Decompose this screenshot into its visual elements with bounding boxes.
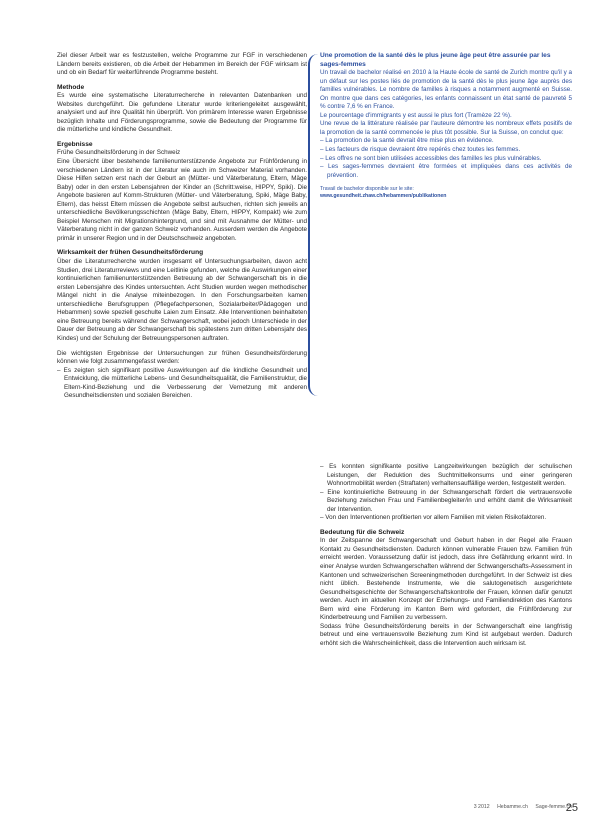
footer-title: Hebamme.ch — [497, 804, 528, 810]
right-bullet-item: – Es konnten signifikante positive Langzeitwirkungen bezüglich der schulischen Leistungen, der Reduktion des Suchtmittelkonsums und einer geringeren Wohnortmobilität werden (Straftaten) verhaltensauffällige werden, festgestellt werden. — [320, 463, 572, 488]
box-paragraph-1: Un travail de bachelor réalisé en 2010 à la Haute école de santé de Zurich montre qu'il y a un défaut sur les postes liés de promotion de la santé dès le plus jeune âge auprès des familles vulnérables. Le nombre de familles à risques a notamment augmenté en Suisse. On montre que dans ces catégories, les enfants connaissent un état santé de pauvreté 5 % contre 7,6 % en France. — [320, 69, 572, 111]
ergebnisse-heading: Ergebnisse — [57, 140, 93, 148]
box-bullet-item: – Les sages-femmes devraient être formées et impliquées dans ces activités de prévention. — [320, 163, 572, 179]
right-bullet-list — [320, 463, 572, 523]
right-column — [320, 463, 572, 654]
bedeutung-paragraph: In der Zeitspanne der Schwangerschaft und Geburt haben in der Regel alle Frauen Kontakt zu Gesundheitsdiensten. Dadurch können vulnerable Frauen bzw. Familien früh erreicht werden. Voraussetzung dafür ist jedoch, dass ihre Gefährdung erkannt wird. In einer Analyse wurden Schwangerschaften während der Schwangerschafts-Assessment in Kantonen und schweizerischen Screeningmethoden durchgeführt. In der Schweiz ist dies nicht üblich. Bestehende Instrumente, wie die salutogenetisch ausgerichtete Gesundheitsgeschichte der Schwangerschaftskontrolle der Frauen, können dafür genutzt werden. Auch im aktuellen Konzept der Erziehungs- und Familiendirektion des Kantons Bern wird eine Förderung im Kanton Bern wird gefordert, die Frühförderung zur Kinderbetreuung und Familien zu verbessern. — [320, 537, 572, 622]
page-footer — [468, 804, 572, 810]
box-source — [320, 186, 572, 200]
methode-heading: Methode — [57, 83, 85, 91]
footer-issue: 3 2012 — [473, 804, 490, 810]
ergebnisse-subheading: Frühe Gesundheitsförderung in der Schweiz — [57, 149, 181, 157]
bedeutung-heading: Bedeutung für die Schweiz — [320, 528, 405, 536]
box-source-link[interactable]: www.gesundheit.zhaw.ch/hebammen/publikationen — [320, 193, 447, 200]
ergebnisse-paragraph: Eine Übersicht über bestehende familienunterstützende Angebote zur Frühförderung in verschiedenen Ländern ist in der Literatur wie auch im Schweizer Material vorhanden. Diese Hilfen setzen erst nach der Geburt an (Mütter- und Väterberatung, Eltern, Mäge Baby) oder in den ersten Lebensjahren der Kinder an (Schritt:weise, HIPPY, Spiki). Die Angebote basieren auf Komm-Strukturen (Mütter- und Väterberatung, Spiki, Mäge Baby, Eltern), das heisst Eltern müssen die Angebote selbst aufsuchen, richten sich jeweils an unterschiedliche Bevölkerungsschichten (Mäge Baby, Eltern, HIPPY, Kompakt) wie zum Beispiel Menschen mit Migrationshintergrund, und sind mit Ausnahme der Mütter- und Väterberatung nicht in der ganzen Schweiz vorhanden. Ausserdem werden die Angebote primär in unserer Region und in der Deutschschweiz angeboten. — [57, 158, 307, 242]
bedeutung-paragraph-2: Sodass frühe Gesundheitsförderung bereits in der Schwangerschaft eine langfristig betreut und eine vertrauensvolle Beziehung zum Kind ist aufgebaut werden. Dadurch erhöht sich die Wahrscheinlichkeit, dass die Intervention auch wirksam ist. — [320, 622, 572, 647]
left-column — [57, 52, 307, 407]
right-bullet-item: – Eine kontinuierliche Betreuung in der Schwangerschaft fördert die vertrauensvolle Beziehung zwischen Frau und Familienbegleiter/in und erhöht damit die Wirksamkeit der Intervention. — [320, 488, 572, 513]
intro-paragraph: Ziel dieser Arbeit war es festzustellen, welche Programme zur FGF in verschiedenen Ländern bereits existieren, ob die Arbeit der Hebammen im Bereich der FGF wirksam ist und ob ein Bedarf für weiterführende Programme besteht. — [57, 52, 307, 77]
footer-subtitle: Sage-femme.ch — [535, 804, 572, 810]
box-bullet-list — [320, 137, 572, 180]
methode-paragraph: Es wurde eine systematische Literaturrecherche in relevanten Datenbanken und Websites durchgeführt. Die gefundene Literatur wurde kriteriengeleitet ausgewählt, analysiert und auf ihre Qualität hin überprüft. Von primärem Interesse waren Ergebnisse bezüglich Inhalte und Förderungsprogramme, sowie die Bedeutung der Programme für die mütterliche und kindliche Gesundheit. — [57, 92, 307, 134]
page-number: 25 — [565, 802, 578, 814]
info-box — [320, 52, 572, 200]
box-bracket — [308, 54, 318, 396]
box-title: Une promotion de la santé dès le plus jeune âge peut être assurée par les sages-femmes — [320, 52, 551, 68]
box-bullet-item: – Les offres ne sont bien utilisées accessibles des familles les plus vulnérables. — [320, 154, 542, 162]
left-bullet-list — [57, 367, 307, 401]
box-source-label: Travail de bachelor disponible sur le site: — [320, 186, 414, 193]
box-paragraph-2: Le pourcentage d'immigrants y est aussi le plus fort (Tramèze 22 %). — [320, 111, 512, 119]
summary-paragraph: Die wichtigsten Ergebnisse der Untersuchungen zur frühen Gesundheitsförderung können wie folgt zusammengefasst werden: — [57, 349, 307, 366]
wirksamkeit-paragraph: Über die Literaturrecherche wurden insgesamt elf Untersuchungsarbeiten, davon acht Studien, drei Literaturreviews und eine Leitlinie gefunden, welche die Auswirkungen einer kontinuierlichen familienunterstützenden Betreuung ab der Schwangerschaft bis in die ersten Lebensjahre des Kindes untersuchten. Acht Studien wurden wegen methodischer Mängel nicht in die Analyse miteinbezogen. In den Forschungsarbeiten kamen unterschiedliche Berufsgruppen (Pflegefachpersonen, Sozialarbeiter/Pädagogen und Hebammen) sowie speziell geschulte Laien zum Einsatz. Alle Interventionen beinhalteten eine Betreuung bereits während der Schwangerschaft, wobei jedoch Unterschiede in der Dauer der Betreuung ab der Schwangerschaft bis spätestens zum dritten Lebensjahr des Kindes) und der Schulung der Betreuungspersonen auftraten. — [57, 258, 307, 342]
left-bullet-item: – Es zeigten sich signifikant positive Auswirkungen auf die kindliche Gesundheit und Entwicklung, die mütterliche Lebens- und Gesundheitsqualität, die Familienstruktur, die Eltern-Kind-Beziehung und die Verbesserung der Vernetzung mit anderen Gesundheitsdiensten und sozialen Bereichen. — [57, 366, 307, 400]
wirksamkeit-heading: Wirksamkeit der frühen Gesundheitsförderung — [57, 249, 204, 257]
right-bullet-item: – Von den Interventionen profitierten vor allem Familien mit vielen Risikofaktoren. — [320, 514, 547, 522]
box-bullet-item: – La promotion de la santé devrait être mise plus en évidence. — [320, 137, 494, 145]
box-paragraph-3: Une revue de la littérature réalisée par l'auteure démontre les nombreux effets positifs de la promotion de la santé commencée le plus tôt possible. Sur la Suisse, on conclut que: — [320, 120, 572, 136]
box-bullet-item: – Les facteurs de risque devraient être repérés chez toutes les femmes. — [320, 146, 521, 154]
